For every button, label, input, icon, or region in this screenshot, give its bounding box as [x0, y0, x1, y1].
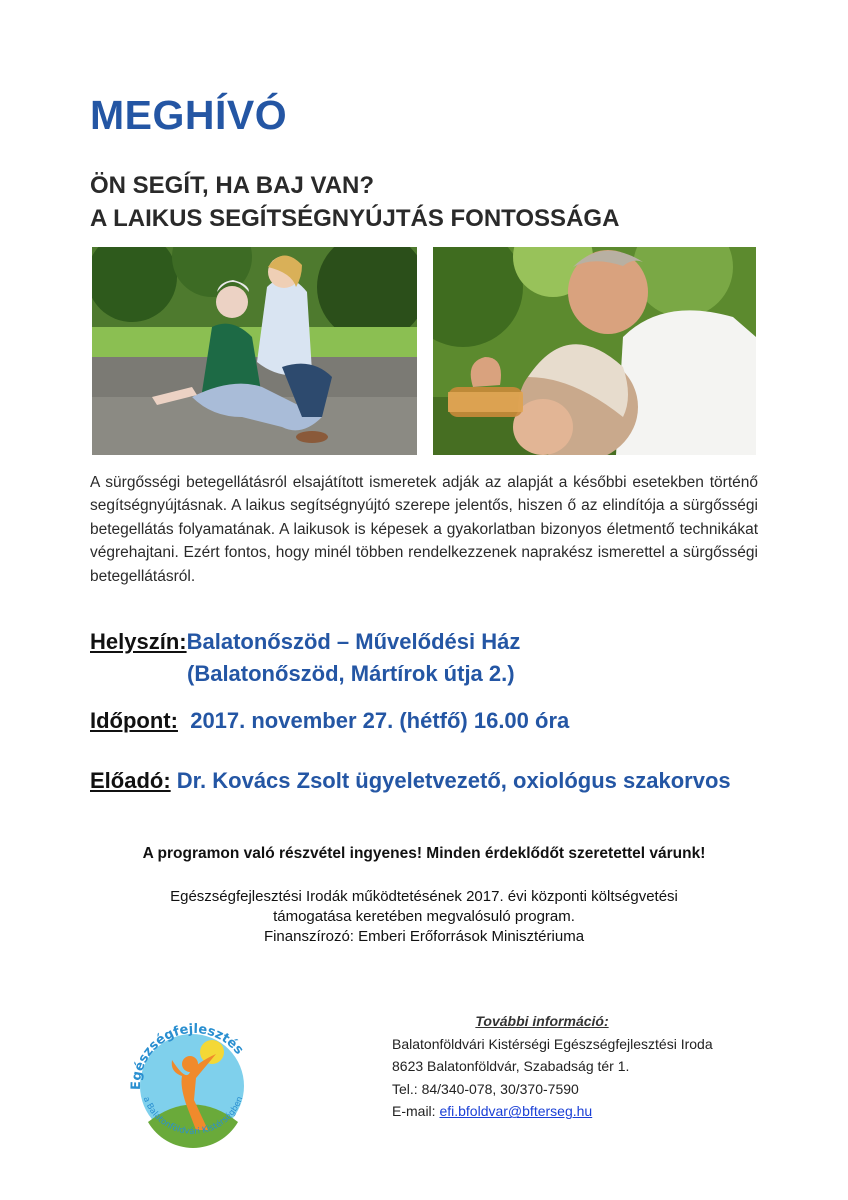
info-email-label: E-mail:: [392, 1103, 436, 1120]
location-label: Helyszín:: [90, 629, 187, 654]
info-address: 8623 Balatonföldvár, Szabadság tér 1.: [392, 1058, 630, 1075]
funding-note: [110, 887, 738, 947]
funding-line-1: Egészségfejlesztési Irodák működtetésének 2017. évi központi költségvetési: [170, 888, 678, 905]
photo-first-aid-park: [92, 247, 417, 455]
location-row: [90, 629, 520, 655]
time-row: [90, 708, 569, 734]
photo-man-helping-woman-drink: [433, 247, 756, 455]
speaker-row: [90, 768, 731, 794]
time-label: Időpont:: [90, 708, 178, 733]
intro-paragraph: A sürgősségi betegellátásról elsajátított ismeretek adják az alapját a későbbi esetekben történő segítségnyújtásnak. A laikus segítségnyújtó szerepe jelentős, hiszen ő az elindítója a sürgősségi betegellátás folyamatának. A laikusok is képesek a gyakorlatban bizonyos életmentő technikákat végrehajtani. Ezért fontos, hogy minél többen rendelkezzenek naprakész ismerettel a sürgősségi betegellátásról.: [90, 474, 758, 585]
funding-line-2: támogatása keretében megvalósuló program.: [273, 908, 575, 925]
contact-info: [392, 1010, 792, 1123]
subtitle-line-1: ÖN SEGÍT, HA BAJ VAN?: [90, 172, 375, 199]
info-email-row: [392, 1100, 792, 1123]
funding-line-3: Finanszírozó: Emberi Erőforrások Minisztériuma: [263, 928, 585, 945]
email-link[interactable]: efi.bfoldvar@bfterseg.hu: [439, 1103, 593, 1120]
location-address: (Balatonőszöd, Mártírok útja 2.): [187, 661, 515, 686]
page-title: MEGHÍVÓ: [90, 92, 288, 138]
logo-bottom-text: a Balatonföldvári Kistérségben: [140, 1095, 246, 1137]
speaker-value: Dr. Kovács Zsolt ügyeletvezető, oxiológus szakorvos: [176, 768, 731, 793]
logo-top-text: Egészségfejlesztés: [128, 1021, 247, 1091]
location-value: Balatonőszöd – Művelődési Ház: [186, 629, 521, 654]
health-promotion-logo: [120, 1012, 265, 1157]
subtitle-line-2: A LAIKUS SEGÍTSÉGNYÚJTÁS FONTOSSÁGA: [90, 205, 620, 232]
info-phone: Tel.: 84/340-078, 30/370-7590: [392, 1080, 579, 1097]
speaker-label: Előadó:: [90, 768, 171, 793]
info-org: Balatonföldvári Kistérségi Egészségfejlesztési Iroda: [392, 1035, 713, 1052]
time-value: 2017. november 27. (hétfő) 16.00 óra: [190, 708, 570, 733]
info-title: További információ:: [475, 1013, 609, 1029]
free-participation-notice: A programon való részvétel ingyenes! Minden érdeklődőt szeretettel várunk!: [142, 845, 706, 862]
